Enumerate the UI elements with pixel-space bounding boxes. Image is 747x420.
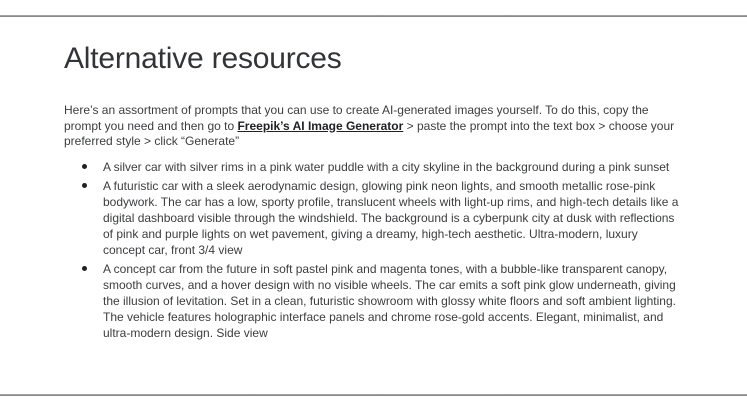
list-item <box>64 178 682 258</box>
bullet-icon <box>82 164 87 169</box>
prompt-text: A concept car from the future in soft pastel pink and magenta tones, with a bubble-like transparent canopy, smooth curves, and a hover design with no visible wheels. The car emits a soft pink glow underneath, giving the illusion of levitation. Set in a clean, futuristic showroom with glossy white floors and soft ambient lighting. The vehicle features holographic interface panels and chrome rose-gold accents. Elegant, minimalist, and ultra-modern design. Side view <box>103 261 676 340</box>
prompt-text: A futuristic car with a sleek aerodynamic design, glowing pink neon lights, and smooth metallic rose-pink bodywork. The car has a low, sporty profile, translucent wheels with light-up rims, and high-tech details like a digital dashboard visible through the windshield. The background is a cyberpunk city at dusk with reflections of pink and purple lights on wet pavement, giving a dreamy, high-tech aesthetic. Ultra-modern, luxury concept car, front 3/4 view <box>103 178 679 257</box>
list-item <box>64 261 682 341</box>
slide-top-border <box>0 15 747 17</box>
freepik-generator-link[interactable]: Freepik’s AI Image Generator <box>237 118 404 133</box>
page-title: Alternative resources <box>64 42 342 75</box>
bullet-icon <box>82 183 87 188</box>
list-item <box>64 159 682 175</box>
bullet-icon <box>82 266 87 271</box>
slide-bottom-border <box>0 394 747 396</box>
intro-text <box>64 103 682 150</box>
intro-text-post: > paste the prompt into the text box > choose your preferred style > click “Generate” <box>64 118 675 149</box>
prompt-text: A silver car with silver rims in a pink water puddle with a city skyline in the background during a pink sunset <box>103 159 670 174</box>
intro-text-pre: Here’s an assortment of prompts that you can use to create AI-generated images yourself. To do this, copy the prompt you need and then go to <box>64 103 649 133</box>
prompt-list <box>64 159 682 341</box>
slide-content <box>64 40 682 344</box>
